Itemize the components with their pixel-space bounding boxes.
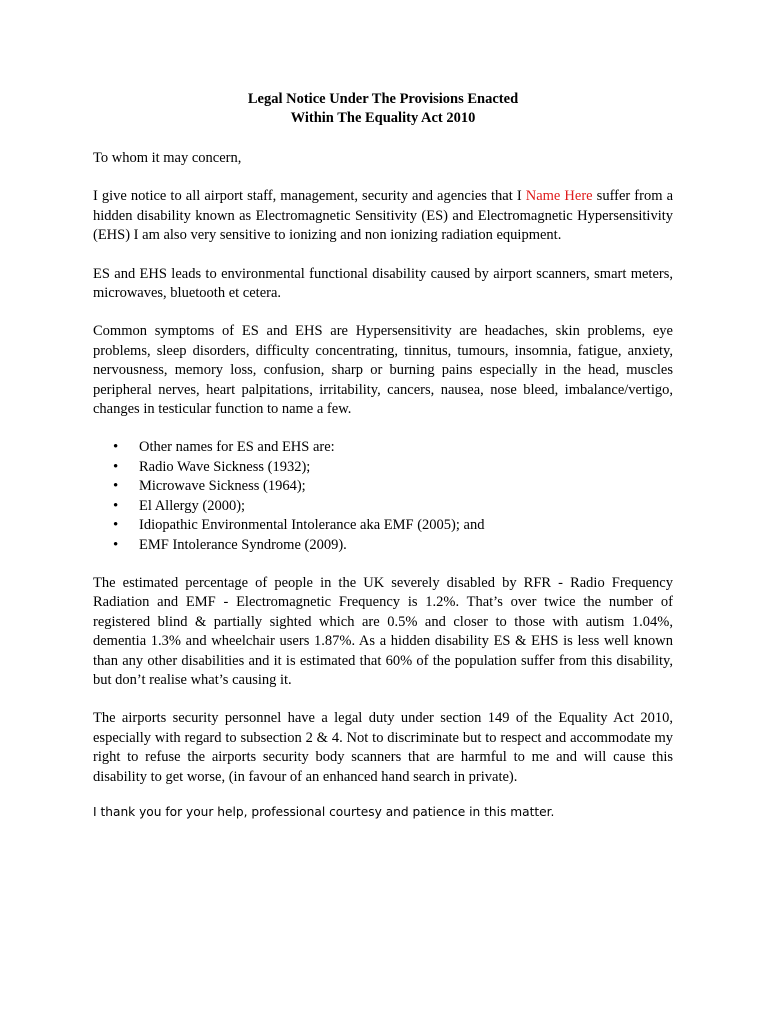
list-item bbox=[93, 536, 673, 555]
paragraph-symptoms: Common symptoms of ES and EHS are Hypersensitivity are headaches, skin problems, eye problems, sleep disorders, difficulty concentrating, tinnitus, tumours, insomnia, fatigue, anxiety, nervousness, memory loss, confusion, sharp or burning pains especially in the head, muscles peripheral nerves, heart palpitations, irritability, cancers, nausea, nose bleed, imbalance/vertigo, changes in testicular function to name a few. bbox=[93, 323, 673, 418]
paragraph-statistics: The estimated percentage of people in the UK severely disabled by RFR - Radio Frequency Radiation and EMF - Electromagnetic Frequency is 1.2%. That’s over twice the number of registered blind & partially sighted which are 0.5% and closer to those with autism 1.04%, dementia 1.3% and wheelchair users 1.87%. As a hidden disability ES & EHS is less well known than any other disabilities and it is estimated that 60% of the population suffer from this disability, but don’t realise what’s causing it. bbox=[93, 574, 673, 688]
paragraph-notice bbox=[93, 187, 673, 245]
closing-line: I thank you for your help, professional courtesy and patience in this matter. bbox=[93, 804, 555, 819]
list-item-text: Other names for ES and EHS are: bbox=[139, 439, 335, 456]
list-item bbox=[93, 458, 673, 477]
list-item bbox=[93, 477, 673, 496]
bullet-icon: • bbox=[113, 497, 119, 514]
list-item-text: Radio Wave Sickness (1932); bbox=[139, 458, 311, 475]
list-item-text: Microwave Sickness (1964); bbox=[139, 478, 306, 495]
name-placeholder: Name Here bbox=[525, 188, 593, 205]
list-item bbox=[93, 497, 673, 516]
list-item bbox=[93, 438, 673, 457]
bullet-icon: • bbox=[113, 517, 119, 534]
bullet-icon: • bbox=[113, 439, 119, 456]
list-item-text: El Allergy (2000); bbox=[139, 497, 246, 514]
names-list bbox=[93, 438, 673, 554]
paragraph-legal-duty: The airports security personnel have a legal duty under section 149 of the Equality Act 2010, especially with regard to subsection 2 & 4. Not to discriminate but to respect and accommodate my right to refuse the airports security body scanners that are harmful to me and will cause this disability to get worse, (in favour of an enhanced hand search in private). bbox=[93, 710, 673, 785]
salutation: To whom it may concern, bbox=[93, 150, 242, 166]
notice-text-after: suffer from a hidden disability known as Electromagnetic Sensitivity (ES) and Electromagnetic Hypersensitivity (EHS) I am also very sensitive to ionizing and non ionizing radiation equipment. bbox=[93, 188, 673, 244]
document-title bbox=[93, 90, 673, 128]
document-page bbox=[93, 90, 673, 821]
title-line-1: Legal Notice Under The Provisions Enacted bbox=[247, 91, 519, 107]
bullet-icon: • bbox=[113, 536, 119, 553]
bullet-icon: • bbox=[113, 458, 119, 475]
list-item bbox=[93, 516, 673, 535]
notice-text-before: I give notice to all airport staff, management, security and agencies that I bbox=[93, 188, 526, 205]
list-item-text: EMF Intolerance Syndrome (2009). bbox=[139, 536, 347, 553]
list-item-text: Idiopathic Environmental Intolerance aka EMF (2005); and bbox=[139, 517, 485, 534]
bullet-icon: • bbox=[113, 478, 119, 495]
title-line-2: Within The Equality Act 2010 bbox=[290, 110, 476, 126]
paragraph-causes: ES and EHS leads to environmental functional disability caused by airport scanners, smart meters, microwaves, bluetooth et cetera. bbox=[93, 265, 673, 302]
